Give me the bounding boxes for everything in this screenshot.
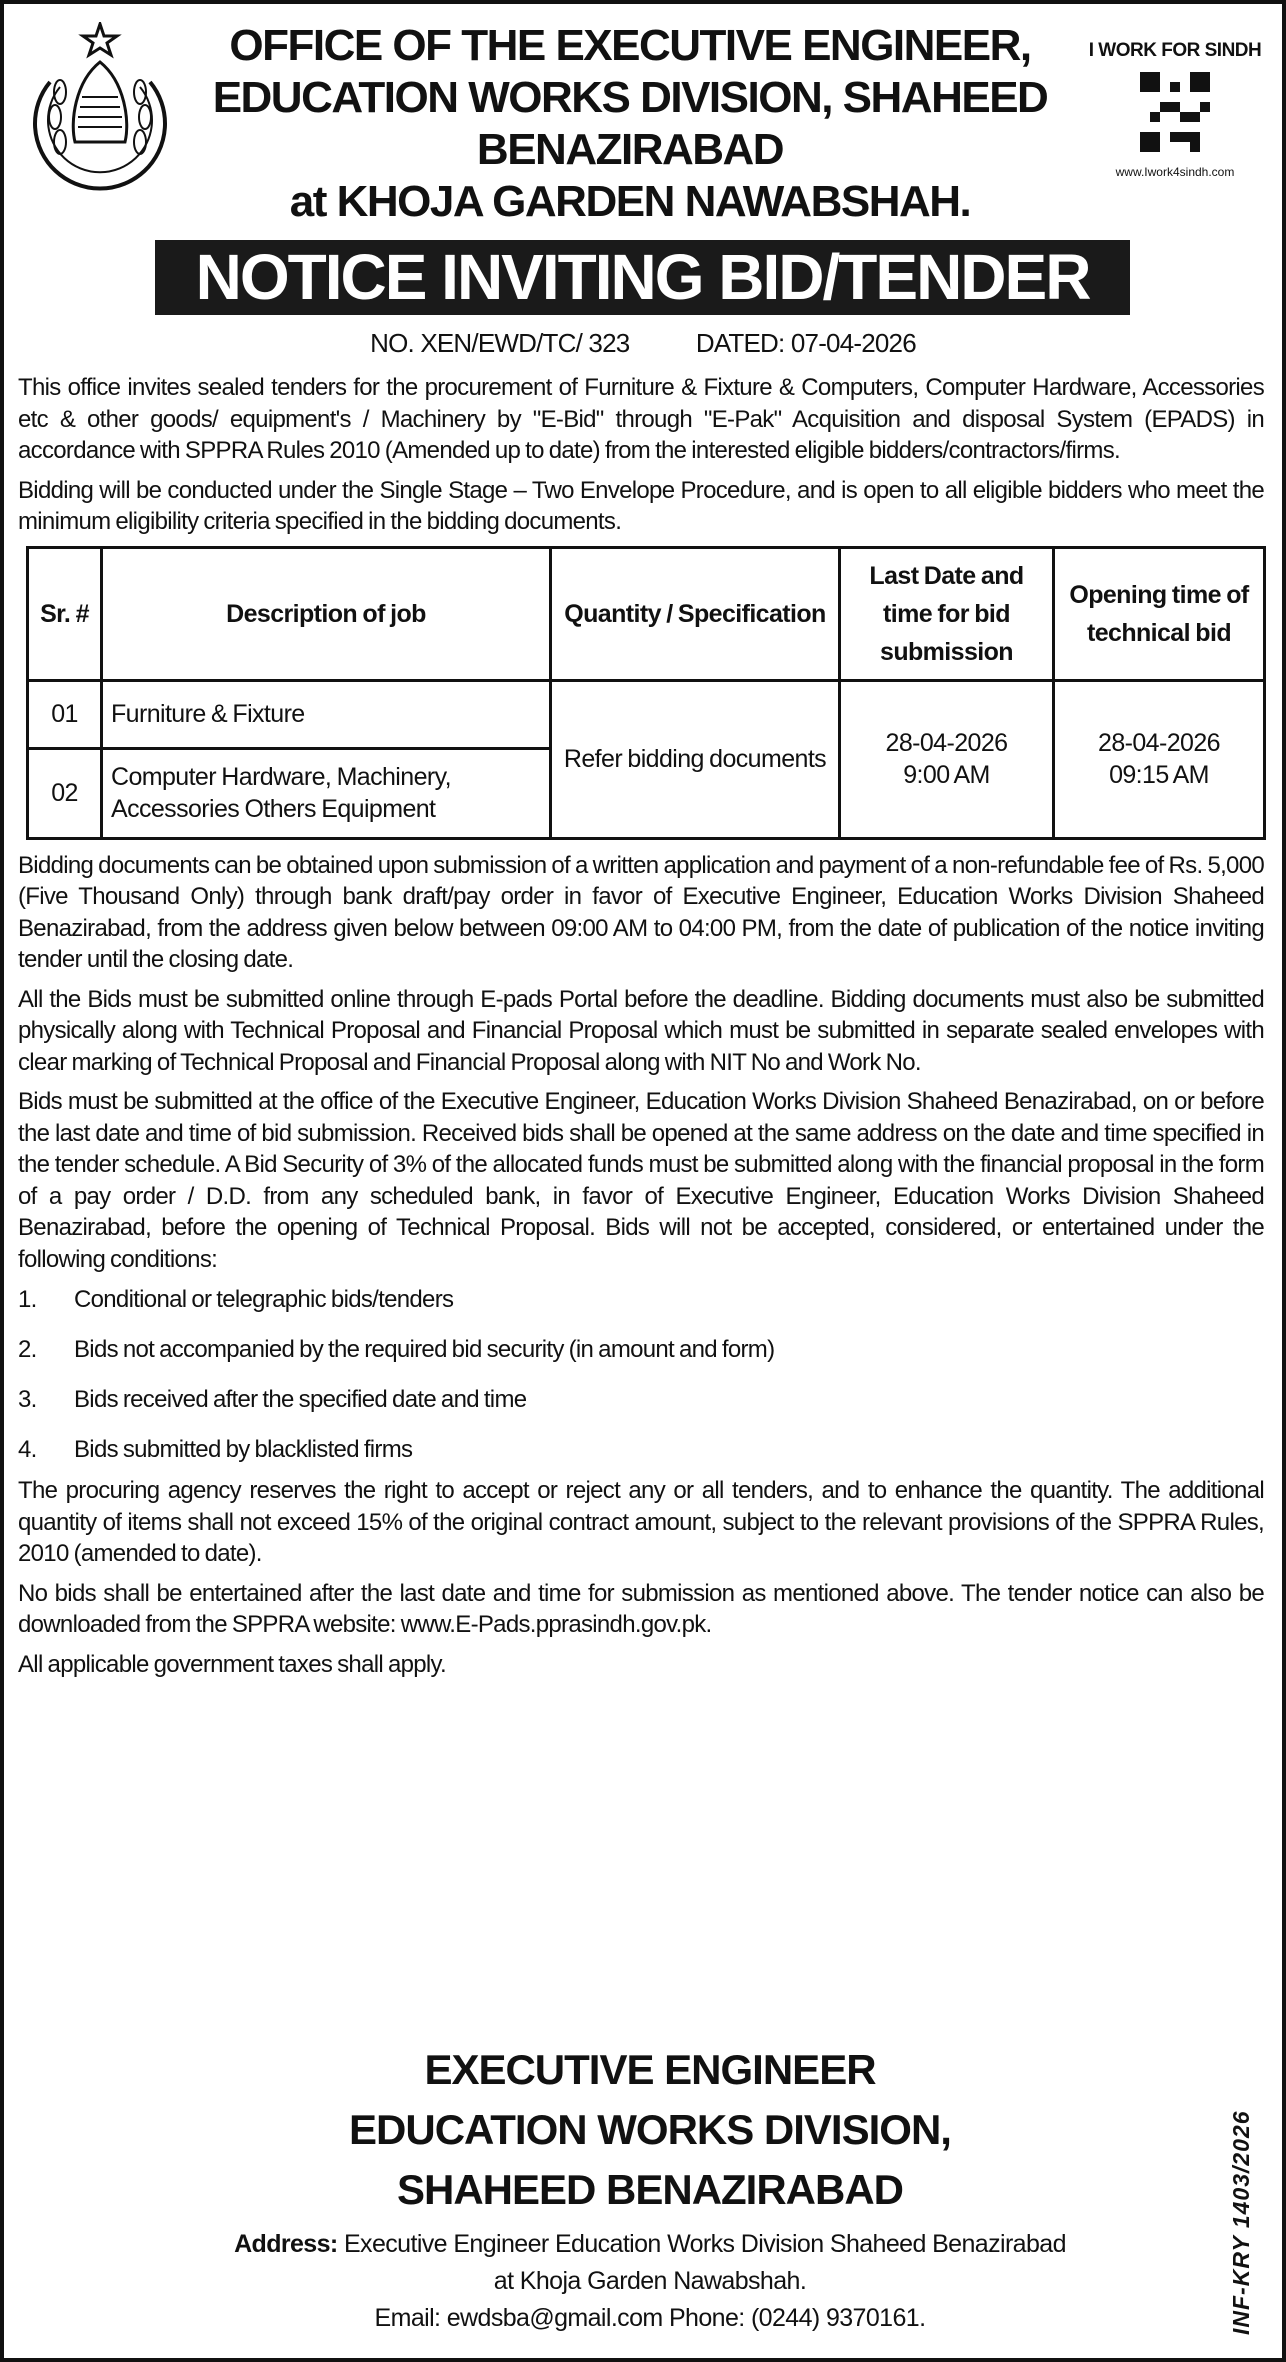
address — [100, 2226, 1200, 2337]
heading-line: OFFICE OF THE EXECUTIVE ENGINEER, — [229, 21, 1031, 70]
sindh-government-emblem-icon — [20, 22, 180, 197]
opening-cell — [1054, 680, 1265, 838]
contact-info: Email: ewdsba@gmail.com Phone: (0244) 9370161. — [374, 2304, 926, 2332]
iwork-badge: I WORK FOR SINDH — [1088, 40, 1262, 61]
list-item — [18, 1375, 1264, 1425]
notice-date: DATED: 07-04-2026 — [695, 328, 916, 358]
paragraph: No bids shall be entertained after the last date and time for submission as mentioned above. The tender notice can also be downloaded from the SPPRA website: www.E-Pads.pprasindh.gov.pk. — [18, 1579, 1264, 1638]
item-text: Bids received after the specified date and time — [74, 1386, 527, 1414]
intro-paragraph: Bidding will be conducted under the Single Stage – Two Envelope Procedure, and is open to all eligible bidders who meet the minimum eligibility criteria specified in the bidding documents. — [18, 476, 1264, 535]
item-number: 4. — [18, 1436, 37, 1464]
opening-date: 28-04-2026 — [1098, 729, 1220, 757]
reference-number: NO. XEN/EWD/TC/ 323 — [370, 328, 630, 358]
iwork-for-sindh-block — [1070, 40, 1280, 179]
signature-block — [100, 2040, 1200, 2337]
iwork-url[interactable]: www.Iwork4sindh.com — [1115, 165, 1235, 179]
item-text: Conditional or telegraphic bids/tenders — [74, 1286, 454, 1314]
table-row — [28, 680, 1265, 748]
heading-line: BENAZIRABAD — [476, 125, 784, 174]
item-number: 2. — [18, 1336, 37, 1364]
sr-cell: 01 — [28, 680, 102, 748]
item-number: 3. — [18, 1386, 37, 1414]
last-time: 9:00 AM — [903, 761, 990, 789]
intro-paragraph: This office invites sealed tenders for the procurement of Furniture & Fixture & Computers, Computer Hardware, Accessories etc & other goods/ equipment's / Machinery by "E-Bid" through "E-Pak" Acquisition and disposal System (EPADS) in accordance with SPPRA Rules 2010 (Amended up to date) from the interested eligible bidders/contractors/firms. — [18, 374, 1264, 464]
list-item — [18, 1325, 1264, 1375]
heading-line: EDUCATION WORKS DIVISION, SHAHEED — [212, 73, 1048, 122]
list-item — [18, 1275, 1264, 1325]
col-quantity: Quantity / Specification — [551, 547, 840, 680]
notice-banner: NOTICE INVITING BID/TENDER — [155, 240, 1130, 315]
signatory-line: EXECUTIVE ENGINEER — [424, 2046, 876, 2093]
last-date: 28-04-2026 — [885, 729, 1008, 757]
col-sr: Sr. # — [28, 547, 102, 680]
reference-line — [0, 328, 1286, 359]
tender-table — [26, 546, 1266, 840]
address-label: Address: — [234, 2230, 338, 2258]
paragraph: The procuring agency reserves the right to accept or reject any or all tenders, and to enhance the quantity. The additional quantity of items shall not exceed 15% of the original contract amount, subject to the relevant provisions of the SPPRA Rules, 2010 (amended to date). — [18, 1477, 1264, 1567]
paragraph: Bidding documents can be obtained upon submission of a written application and payment of a non-refundable fee of Rs. 5,000 (Five Thousand Only) through bank draft/pay order in favor of Executive Engineer, Education Works Division Shaheed Benazirabad, from the address given below between 09:00 AM to 04:00 PM, from the date of publication of the notice inviting tender until the closing date. — [18, 851, 1264, 973]
signatory-line: EDUCATION WORKS DIVISION, — [349, 2106, 951, 2153]
paragraph: All applicable government taxes shall apply. — [18, 1650, 447, 1678]
sr-cell: 02 — [28, 748, 102, 838]
description-cell: Furniture & Fixture — [102, 680, 551, 748]
col-opening-time: Opening time of technical bid — [1054, 547, 1265, 680]
item-text: Bids submitted by blacklisted firms — [74, 1436, 413, 1464]
conditions-list — [18, 1275, 1264, 1475]
address-text-2: at Khoja Garden Nawabshah. — [493, 2267, 807, 2295]
qr-code-icon[interactable] — [1140, 72, 1210, 152]
office-heading — [190, 20, 1070, 228]
description-cell: Computer Hardware, Machinery, Accessories Others Equipment — [102, 748, 551, 838]
heading-line: at KHOJA GARDEN NAWABSHAH. — [289, 177, 971, 226]
table-header-row — [28, 547, 1265, 680]
address-text: Executive Engineer Education Works Division Shaheed Benazirabad — [337, 2230, 1066, 2258]
item-number: 1. — [18, 1286, 37, 1314]
paragraph: Bids must be submitted at the office of the Executive Engineer, Education Works Division Shaheed Benazirabad, on or before the last date and time of bid submission. Received bids shall be opened at the same address on the date and time specified in the tender schedule. A Bid Security of 3% of the allocated funds must be submitted along with the financial proposal in the form of a pay order / D.D. from any scheduled bank, in favor of Executive Engineer, Education Works Division Shaheed Benazirabad, before the opening of Technical Proposal. Bids will not be accepted, considered, or entertained under the following conditions: — [18, 1088, 1264, 1273]
quantity-cell: Refer bidding documents — [551, 680, 840, 838]
item-text: Bids not accompanied by the required bid security (in amount and form) — [74, 1336, 775, 1364]
notice-body — [18, 372, 1264, 1688]
paragraph: All the Bids must be submitted online through E-pads Portal before the deadline. Bidding documents must also be submitted physically along with Technical Proposal and Financial Proposal which must be submitted in separate sealed envelopes with clear marking of Technical Proposal and Financial Proposal along with NIT No and Work No. — [18, 985, 1264, 1076]
opening-time: 09:15 AM — [1109, 761, 1209, 789]
last-date-cell — [840, 680, 1054, 838]
signatory-line: SHAHEED BENAZIRABAD — [396, 2166, 904, 2213]
col-last-date: Last Date and time for bid submission — [840, 547, 1054, 680]
inf-code: INF-KRY 1403/2026 — [1228, 2110, 1254, 2335]
list-item — [18, 1425, 1264, 1475]
col-description: Description of job — [102, 547, 551, 680]
